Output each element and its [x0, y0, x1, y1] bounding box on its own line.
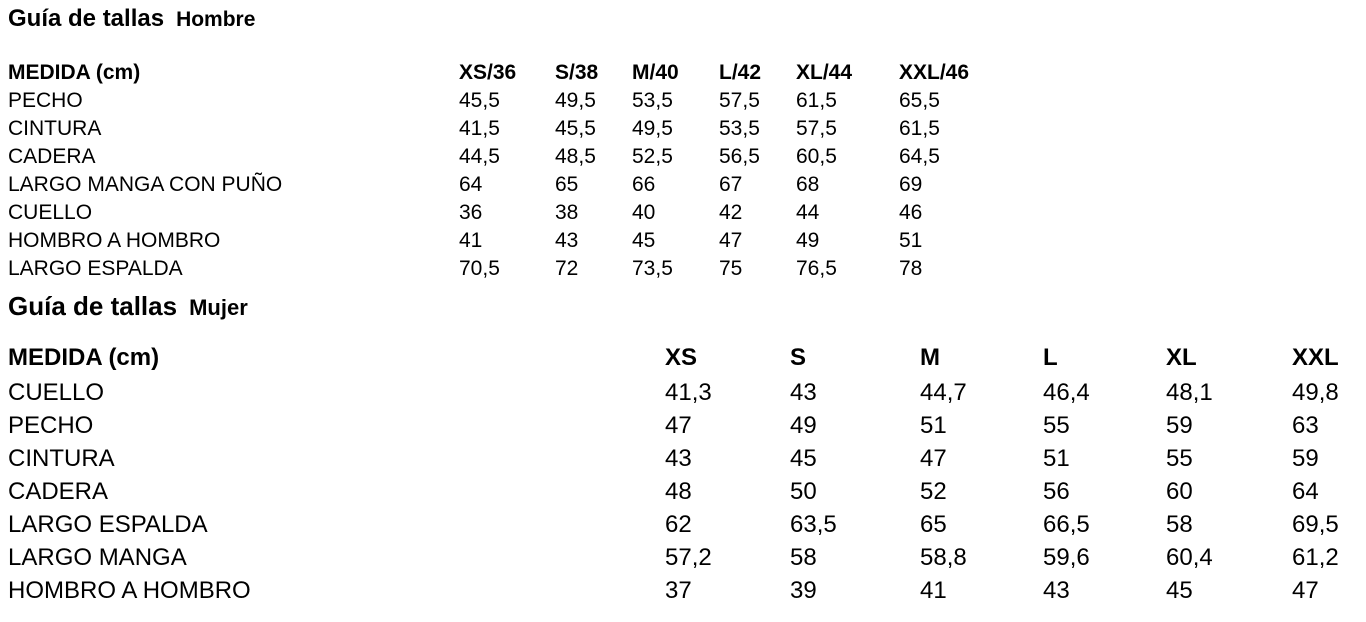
measurement-row — [8, 255, 1366, 283]
measurement-value: 51 — [920, 412, 947, 439]
measurement-value: 66 — [632, 173, 656, 196]
measurement-value: 45 — [790, 445, 817, 472]
size-column-header: XS/36 — [459, 61, 517, 84]
column-header-medida: MEDIDA (cm) — [8, 61, 141, 84]
measurement-label: LARGO MANGA — [8, 544, 187, 571]
measurement-row — [8, 227, 1366, 255]
size-table-men — [8, 59, 1366, 283]
measurement-row — [8, 376, 1366, 409]
measurement-value: 50 — [790, 478, 817, 505]
measurement-value: 45,5 — [555, 117, 596, 140]
size-column-header: XXL — [1292, 344, 1339, 371]
measurement-value: 43 — [1043, 577, 1070, 604]
measurement-label: CUELLO — [8, 379, 105, 406]
measurement-value: 58 — [790, 544, 817, 571]
measurement-label: CINTURA — [8, 445, 115, 472]
measurement-value: 40 — [632, 201, 656, 224]
measurement-value: 44,7 — [920, 379, 967, 406]
size-column-header: XL — [1166, 344, 1197, 371]
measurement-value: 45 — [632, 229, 656, 252]
measurement-value: 59 — [1166, 412, 1193, 439]
size-column-header: L — [1043, 344, 1058, 371]
measurement-value: 46 — [899, 201, 923, 224]
measurement-label: LARGO MANGA CON PUÑO — [8, 173, 283, 196]
measurement-value: 42 — [719, 201, 743, 224]
measurement-value: 47 — [719, 229, 743, 252]
measurement-row — [8, 87, 1366, 115]
size-column-header: XL/44 — [796, 61, 853, 84]
measurement-value: 41 — [459, 229, 483, 252]
measurement-label: CINTURA — [8, 117, 102, 140]
measurement-value: 53,5 — [719, 117, 760, 140]
measurement-value: 45,5 — [459, 89, 500, 112]
guide-audience-label: Hombre — [176, 8, 256, 31]
measurement-value: 58,8 — [920, 544, 967, 571]
measurement-row — [8, 143, 1366, 171]
measurement-value: 65 — [920, 511, 947, 538]
section-title-women — [8, 291, 1366, 323]
measurement-label: HOMBRO A HOMBRO — [8, 229, 221, 252]
measurement-value: 49 — [790, 412, 817, 439]
measurement-value: 49,5 — [632, 117, 673, 140]
measurement-row — [8, 541, 1366, 574]
measurement-value: 48,1 — [1166, 379, 1213, 406]
measurement-value: 65,5 — [899, 89, 940, 112]
measurement-value: 76,5 — [796, 257, 837, 280]
measurement-row — [8, 475, 1366, 508]
measurement-value: 64 — [1292, 478, 1319, 505]
measurement-value: 37 — [665, 577, 692, 604]
measurement-value: 48,5 — [555, 145, 596, 168]
size-column-header: M/40 — [632, 61, 679, 84]
measurement-value: 49 — [796, 229, 820, 252]
measurement-value: 46,4 — [1043, 379, 1090, 406]
measurement-value: 59 — [1292, 445, 1319, 472]
measurement-value: 60,5 — [796, 145, 837, 168]
measurement-label: CADERA — [8, 478, 109, 505]
measurement-value: 75 — [719, 257, 743, 280]
measurement-row — [8, 508, 1366, 541]
measurement-value: 47 — [1292, 577, 1319, 604]
measurement-label: CUELLO — [8, 201, 93, 224]
measurement-value: 64,5 — [899, 145, 940, 168]
measurement-value: 49,8 — [1292, 379, 1339, 406]
measurement-value: 43 — [790, 379, 817, 406]
size-column-header: S/38 — [555, 61, 599, 84]
measurement-value: 57,5 — [796, 117, 837, 140]
size-column-header: XXL/46 — [899, 61, 970, 84]
measurement-value: 51 — [1043, 445, 1070, 472]
measurement-value: 36 — [459, 201, 483, 224]
measurement-value: 43 — [555, 229, 579, 252]
measurement-value: 64 — [459, 173, 483, 196]
measurement-row — [8, 171, 1366, 199]
measurement-value: 47 — [920, 445, 947, 472]
measurement-label: LARGO ESPALDA — [8, 257, 183, 280]
measurement-value: 38 — [555, 201, 579, 224]
measurement-value: 60 — [1166, 478, 1193, 505]
measurement-value: 44,5 — [459, 145, 500, 168]
measurement-value: 48 — [665, 478, 692, 505]
measurement-value: 61,5 — [899, 117, 940, 140]
size-table-women — [8, 339, 1366, 607]
measurement-row — [8, 574, 1366, 607]
measurement-value: 43 — [665, 445, 692, 472]
measurement-value: 60,4 — [1166, 544, 1213, 571]
measurement-value: 53,5 — [632, 89, 673, 112]
measurement-row — [8, 199, 1366, 227]
table-header-row — [8, 59, 1366, 87]
measurement-row — [8, 442, 1366, 475]
measurement-label: PECHO — [8, 89, 83, 112]
measurement-value: 39 — [790, 577, 817, 604]
measurement-value: 52 — [920, 478, 947, 505]
measurement-value: 45 — [1166, 577, 1193, 604]
measurement-label: CADERA — [8, 145, 96, 168]
measurement-value: 58 — [1166, 511, 1193, 538]
column-header-medida: MEDIDA (cm) — [8, 344, 160, 371]
measurement-value: 57,2 — [665, 544, 712, 571]
measurement-value: 41,5 — [459, 117, 500, 140]
measurement-row — [8, 409, 1366, 442]
measurement-value: 49,5 — [555, 89, 596, 112]
measurement-value: 51 — [899, 229, 923, 252]
measurement-value: 68 — [796, 173, 820, 196]
size-column-header: XS — [665, 344, 698, 371]
measurement-value: 56,5 — [719, 145, 760, 168]
measurement-value: 63,5 — [790, 511, 837, 538]
guide-audience-label: Mujer — [189, 295, 248, 320]
measurement-row — [8, 115, 1366, 143]
measurement-value: 65 — [555, 173, 579, 196]
measurement-value: 55 — [1043, 412, 1070, 439]
size-column-header: S — [790, 344, 807, 371]
size-column-header: M — [920, 344, 940, 371]
measurement-value: 67 — [719, 173, 743, 196]
table-header-row — [8, 339, 1366, 376]
guide-title-text: Guía de tallas — [8, 291, 178, 321]
measurement-label: LARGO ESPALDA — [8, 511, 208, 538]
measurement-value: 61,2 — [1292, 544, 1339, 571]
section-size-guide-men — [8, 4, 1366, 283]
section-title-men — [8, 4, 1366, 35]
measurement-value: 70,5 — [459, 257, 500, 280]
measurement-value: 47 — [665, 412, 692, 439]
measurement-value: 56 — [1043, 478, 1070, 505]
measurement-value: 41 — [920, 577, 947, 604]
measurement-value: 57,5 — [719, 89, 760, 112]
measurement-value: 55 — [1166, 445, 1193, 472]
measurement-value: 78 — [899, 257, 923, 280]
size-column-header: L/42 — [719, 61, 762, 84]
measurement-value: 73,5 — [632, 257, 673, 280]
measurement-value: 61,5 — [796, 89, 837, 112]
measurement-label: HOMBRO A HOMBRO — [8, 577, 251, 604]
section-size-guide-women — [8, 291, 1366, 607]
measurement-value: 62 — [665, 511, 692, 538]
measurement-value: 63 — [1292, 412, 1319, 439]
measurement-label: PECHO — [8, 412, 94, 439]
guide-title-text: Guía de tallas — [8, 5, 165, 32]
measurement-value: 52,5 — [632, 145, 673, 168]
measurement-value: 72 — [555, 257, 579, 280]
measurement-value: 41,3 — [665, 379, 712, 406]
measurement-value: 59,6 — [1043, 544, 1090, 571]
measurement-value: 44 — [796, 201, 820, 224]
measurement-value: 69 — [899, 173, 923, 196]
measurement-value: 69,5 — [1292, 511, 1339, 538]
measurement-value: 66,5 — [1043, 511, 1090, 538]
